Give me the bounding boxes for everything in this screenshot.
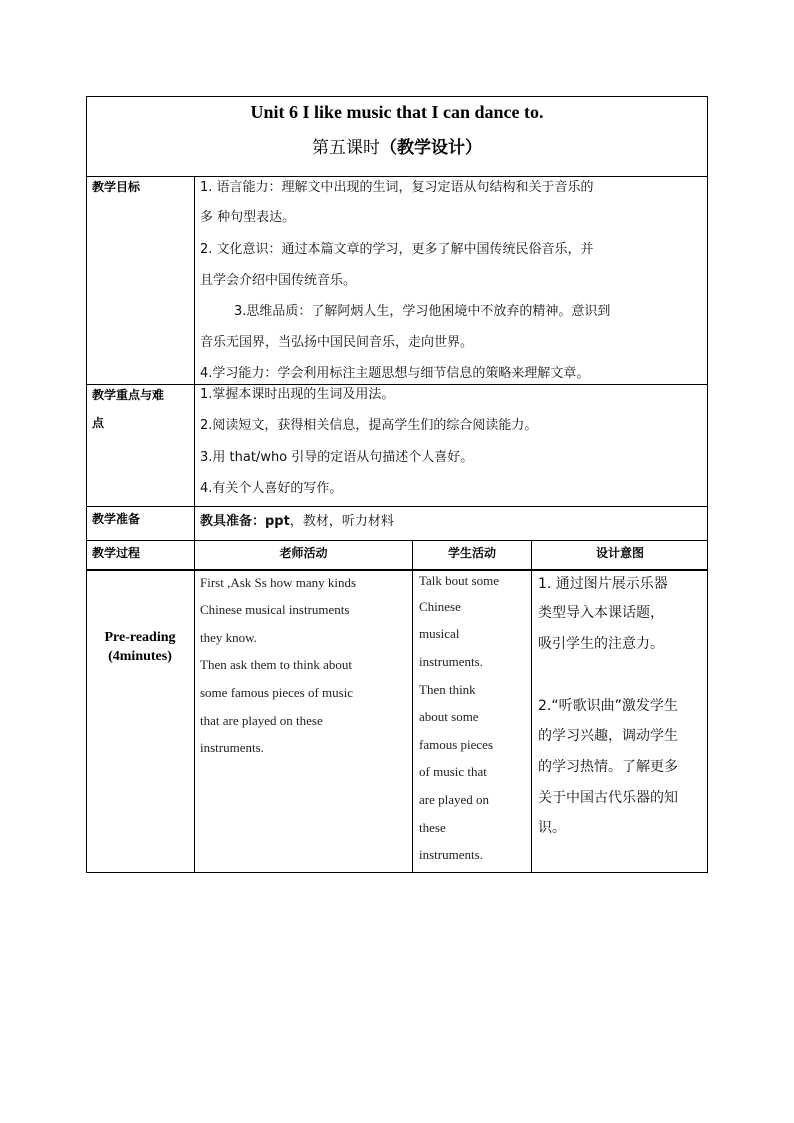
teacher-activity-line: First ,Ask Ss how many kinds xyxy=(200,575,357,590)
student-activity-line: of music that xyxy=(419,764,487,779)
design-intent-line: 2.“听歌识曲”激发学生 xyxy=(538,698,678,714)
student-activity-line: famous pieces xyxy=(419,737,494,752)
design-intent-line: 的学习热情。了解更多 xyxy=(538,759,678,775)
keypoints-label-cont: 点 xyxy=(92,416,105,430)
stage-name: Pre-reading xyxy=(104,630,176,645)
preparation-content: 教具准备：ppt，教材，听力材料 xyxy=(200,514,394,529)
teacher-activity-line: Chinese musical instruments xyxy=(200,602,350,617)
teacher-activity-line: they know. xyxy=(200,630,257,645)
teacher-activity-line: instruments. xyxy=(200,740,264,755)
title-chinese: 第五课时（教学设计） xyxy=(312,138,482,158)
keypoint-line: 4.有关个人喜好的写作。 xyxy=(200,481,343,496)
design-intent-line: 类型导入本课话题， xyxy=(538,605,664,621)
design-intent-line: 识。 xyxy=(538,820,566,836)
objective-line: 3.思维品质：了解阿炳人生，学习他困境中不放弃的精神。意识到 xyxy=(234,304,611,319)
design-intent-line: 的学习兴趣，调动学生 xyxy=(538,728,678,744)
student-activity-line: about some xyxy=(419,709,479,724)
rule-student-column xyxy=(531,540,532,872)
rule-title xyxy=(86,176,708,177)
keypoints-label: 教学重点与难 xyxy=(92,388,165,402)
objective-line: 且学会介绍中国传统音乐。 xyxy=(200,273,357,288)
process-label: 教学过程 xyxy=(92,546,141,560)
student-activity-line: Then think xyxy=(419,682,476,697)
teacher-activity-line: that are played on these xyxy=(200,713,323,728)
keypoint-line: 2.阅读短文，获得相关信息，提高学生们的综合阅读能力。 xyxy=(200,418,538,433)
objective-line: 音乐无国界，当弘扬中国民间音乐，走向世界。 xyxy=(200,335,474,350)
objective-line: 1. 语言能力：理解文中出现的生词，复习定语从句结构和关于音乐的 xyxy=(200,180,594,195)
keypoint-line: 3.用 that/who 引导的定语从句描述个人喜好。 xyxy=(200,450,474,465)
student-activity-line: Talk bout some xyxy=(419,573,499,588)
objective-line: 4.学习能力：学会利用标注主题思想与细节信息的策略来理解文章。 xyxy=(200,366,590,381)
stage-duration: (4minutes) xyxy=(108,649,172,664)
lesson-plan-table xyxy=(86,96,708,873)
student-activity-line: instruments. xyxy=(419,654,483,669)
rule-preparation xyxy=(86,540,708,541)
rule-label-column xyxy=(194,176,195,872)
student-activity-line: instruments. xyxy=(419,847,483,862)
design-intent-line: 关于中国古代乐器的知 xyxy=(538,790,678,806)
col-header-teacher: 老师活动 xyxy=(279,546,328,560)
rule-objectives xyxy=(86,384,708,385)
design-intent-line: 吸引学生的注意力。 xyxy=(538,636,664,652)
objective-line: 2. 文化意识：通过本篇文章的学习，更多了解中国传统民俗音乐，并 xyxy=(200,242,594,257)
teacher-activity-line: some famous pieces of music xyxy=(200,685,354,700)
objective-line: 多 种句型表达。 xyxy=(200,210,296,225)
rule-process-header xyxy=(86,569,708,571)
objectives-label: 教学目标 xyxy=(92,180,141,194)
teacher-activity-line: Then ask them to think about xyxy=(200,657,353,672)
student-activity-line: Chinese xyxy=(419,599,461,614)
rule-teacher-column xyxy=(412,540,413,872)
student-activity-line: these xyxy=(419,820,446,835)
student-activity-line: are played on xyxy=(419,792,490,807)
student-activity-line: musical xyxy=(419,626,460,641)
rule-keypoints xyxy=(86,506,708,507)
title-english: Unit 6 I like music that I can dance to. xyxy=(250,102,544,122)
design-intent-line: 1. 通过图片展示乐器 xyxy=(538,576,668,592)
col-header-design: 设计意图 xyxy=(595,546,644,560)
preparation-label: 教学准备 xyxy=(92,512,141,526)
keypoint-line: 1.掌握本课时出现的生词及用法。 xyxy=(200,387,395,402)
col-header-student: 学生活动 xyxy=(447,546,496,560)
